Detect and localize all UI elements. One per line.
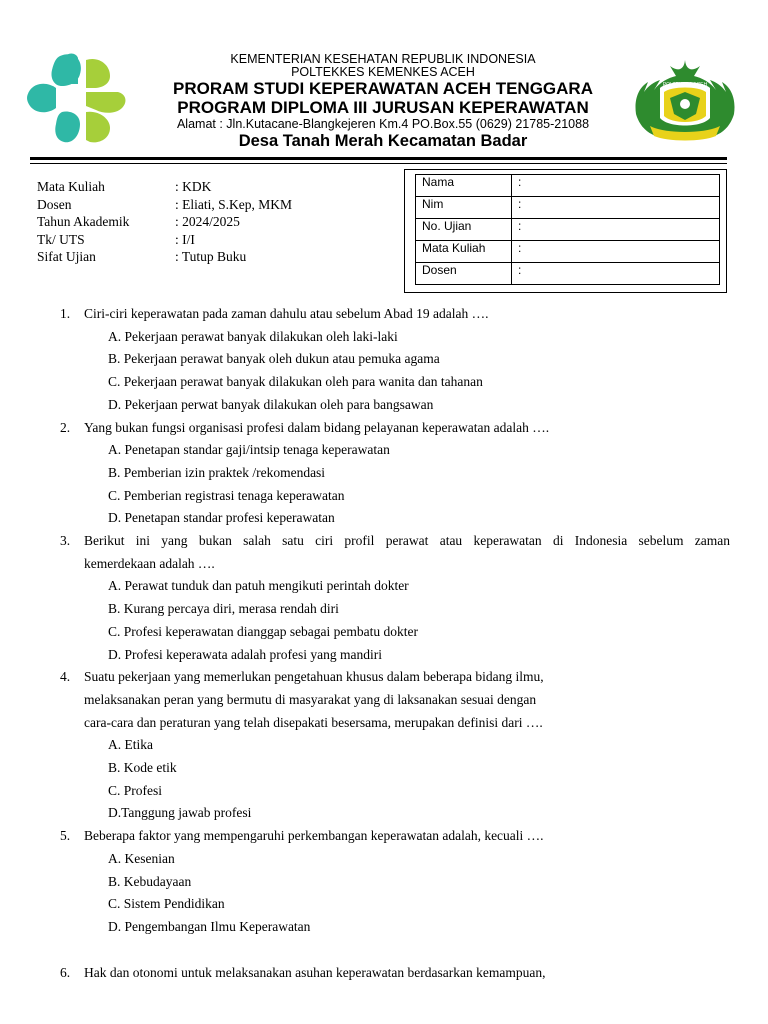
kemenkes-logo (26, 52, 130, 144)
question-6 (60, 962, 730, 985)
student-field-row (416, 219, 720, 241)
student-field-row (416, 197, 720, 219)
question-text: Beberapa faktor yang mempengaruhi perkembangan keperawatan adalah, kecuali …. (84, 828, 544, 844)
question-text-continued: kemerdekaan adalah …. (84, 555, 215, 571)
question-number: 1. (60, 306, 71, 321)
answer-option: A. Perawat tunduk dan patuh mengikuti perintah dokter (108, 578, 409, 594)
student-field-label: Dosen (416, 263, 512, 285)
course-info-label: Dosen (37, 196, 72, 212)
answer-option: A. Kesenian (108, 850, 175, 866)
question-text: Ciri-ciri keperawatan pada zaman dahulu atau sebelum Abad 19 adalah …. (84, 306, 489, 321)
answer-option: D. Pekerjaan perwat banyak dilakukan oleh para bangsawan (108, 396, 434, 412)
logo-arc-text: POLTEKKES ACEH (662, 82, 708, 88)
header-ministry: KEMENTERIAN KESEHATAN REPUBLIK INDONESIA (230, 52, 536, 66)
answer-option: C. Profesi keperawatan dianggap sebagai pembatu dokter (108, 623, 419, 639)
course-info-value: : Eliati, S.Kep, MKM (175, 196, 292, 212)
question-4 (60, 666, 730, 825)
question-5 (60, 825, 730, 939)
student-field-value[interactable]: : (512, 219, 720, 241)
course-info-label: Mata Kuliah (37, 179, 105, 194)
student-field-row (416, 175, 720, 197)
student-identity-table (415, 174, 720, 285)
question-list (60, 303, 730, 984)
answer-option: D.Tanggung jawab profesi (108, 805, 252, 821)
student-field-value[interactable]: : (512, 241, 720, 263)
question-2 (60, 417, 730, 531)
answer-option: B. Kebudayaan (108, 873, 192, 889)
course-info-label: Tahun Akademik (37, 214, 130, 229)
question-text-continued: melaksanakan peran yang bermutu di masyarakat yang di laksanakan sesuai dengan (84, 691, 537, 707)
header-program-diploma: PROGRAM DIPLOMA III JURUSAN KEPERAWATAN (177, 98, 589, 117)
student-field-label: Nama (416, 175, 512, 197)
student-field-value[interactable]: : (512, 197, 720, 219)
answer-option: D. Penetapan standar profesi keperawatan (108, 510, 335, 526)
question-number: 4. (60, 669, 71, 685)
answer-option: C. Profesi (108, 782, 162, 798)
question-text: Yang bukan fungsi organisasi profesi dalam bidang pelayanan keperawatan adalah …. (84, 419, 550, 435)
answer-option: A. Penetapan standar gaji/intsip tenaga keperawatan (108, 442, 390, 458)
course-info-label: Tk/ UTS (37, 231, 85, 247)
question-1 (60, 303, 730, 417)
header-address: Alamat : Jln.Kutacane-Blangkejeren Km.4 PO.Box.55 (0629) 21785-21088 (176, 117, 590, 131)
question-number: 3. (60, 533, 71, 549)
question-number: 5. (60, 828, 71, 844)
student-field-row (416, 263, 720, 285)
question-text: Suatu pekerjaan yang memerlukan pengetahuan khusus dalam beberapa bidang ilmu, (84, 669, 544, 685)
poltekkes-logo (630, 52, 740, 144)
answer-option: B. Pekerjaan perawat banyak oleh dukun atau pemuka agama (108, 351, 440, 367)
answer-option: C. Pemberian registrasi tenaga keperawatan (108, 487, 345, 503)
answer-option: A. Etika (108, 737, 153, 753)
course-info-value: : KDK (175, 179, 212, 194)
header-institution: POLTEKKES KEMENKES ACEH (291, 65, 475, 79)
student-field-label: Nim (416, 197, 512, 219)
question-text: Berikut ini yang bukan salah satu ciri profil perawat atau keperawatan di Indonesia sebelum zaman (84, 533, 730, 549)
answer-option: B. Kode etik (108, 760, 177, 776)
question-text-continued: cara-cara dan peraturan yang telah disepakati besersama, merupakan definisi dari …. (84, 714, 543, 730)
student-field-value[interactable]: : (512, 263, 720, 285)
header-location: Desa Tanah Merah Kecamatan Badar (238, 132, 528, 150)
student-identity-box (404, 169, 727, 293)
answer-option: C. Sistem Pendidikan (108, 896, 225, 912)
student-field-label: Mata Kuliah (416, 241, 512, 263)
course-info-label: Sifat Ujian (37, 249, 96, 264)
header-divider-thick (30, 157, 727, 160)
course-info-value: : I/I (175, 231, 195, 247)
course-info-value: : Tutup Buku (175, 249, 247, 264)
student-field-label: No. Ujian (416, 219, 512, 241)
answer-option: A. Pekerjaan perawat banyak dilakukan oleh laki-laki (108, 328, 398, 344)
question-number: 6. (60, 964, 71, 980)
answer-option: D. Profesi keperawata adalah profesi yang mandiri (108, 646, 383, 662)
spacer (60, 939, 730, 962)
header-program-study: PRORAM STUDI KEPERAWATAN ACEH TENGGARA (173, 79, 593, 98)
course-info-value: : 2024/2025 (175, 214, 240, 229)
student-field-value[interactable]: : (512, 175, 720, 197)
answer-option: D. Pengembangan Ilmu Keperawatan (108, 918, 311, 934)
question-number: 2. (60, 419, 71, 435)
question-3 (60, 530, 730, 666)
question-text: Hak dan otonomi untuk melaksanakan asuhan keperawatan berdasarkan kemampuan, (84, 964, 546, 980)
header-divider-thin (30, 163, 727, 164)
answer-option: B. Pemberian izin praktek /rekomendasi (108, 464, 326, 480)
student-field-row (416, 241, 720, 263)
answer-option: C. Pekerjaan perawat banyak dilakukan oleh para wanita dan tahanan (108, 374, 483, 390)
answer-option: B. Kurang percaya diri, merasa rendah diri (108, 601, 339, 617)
